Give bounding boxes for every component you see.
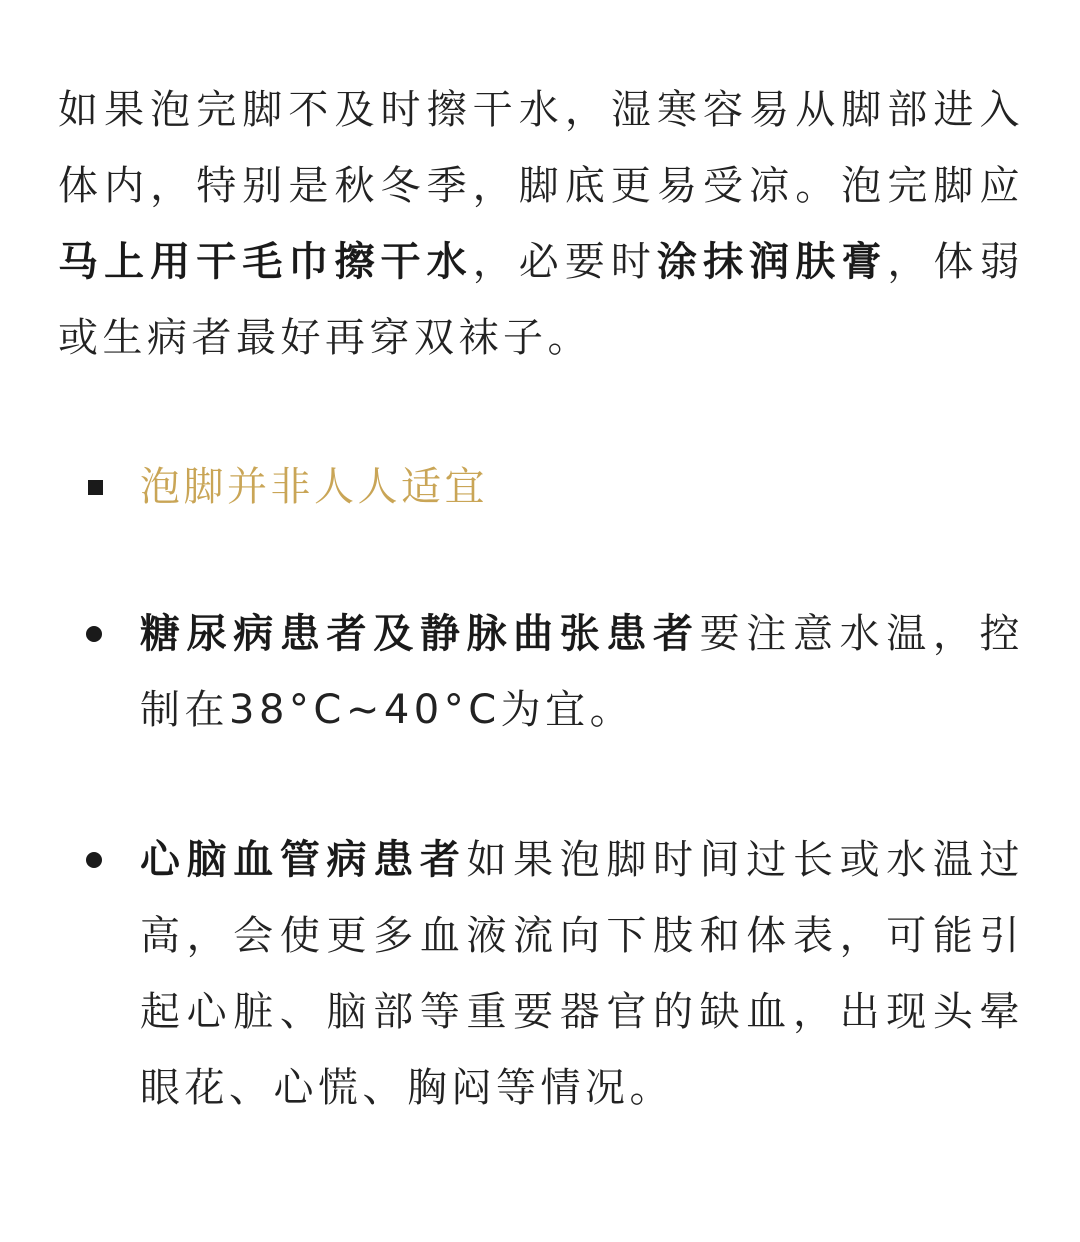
list-item-text <box>140 596 1024 748</box>
intro-text-3: ，体弱或生病者最好再穿双袜子。 <box>58 239 1025 361</box>
bullet-dot-icon <box>86 852 102 868</box>
list-item-bold: 心脑血管病患者 <box>140 837 467 883</box>
intro-text-1: 如果泡完脚不及时擦干水，湿寒容易从脚部进入体内，特别是秋冬季，脚底更易受凉。泡完脚应 <box>58 87 1024 209</box>
bullet-dot-icon <box>86 626 102 642</box>
article-body <box>58 72 1024 376</box>
list-item <box>86 596 1024 748</box>
section-heading-text: 泡脚并非人人适宜 <box>140 464 488 510</box>
list-item <box>86 822 1024 1126</box>
intro-text-2: ，必要时 <box>472 239 657 285</box>
intro-paragraph <box>58 72 1024 376</box>
intro-bold-2: 涂抹润肤膏 <box>657 239 888 285</box>
intro-bold-1: 马上用干毛巾擦干水 <box>58 239 473 285</box>
section-heading <box>88 452 488 522</box>
list-item-text <box>140 822 1024 1126</box>
list-item-bold: 糖尿病患者及静脉曲张患者 <box>140 611 700 657</box>
list-item-body: 如果泡脚时间过长或水温过高，会使更多血液流向下肢和体表，可能引起心脏、脑部等重要器官的缺血，出现头晕眼花、心慌、胸闷等情况。 <box>140 837 1025 1111</box>
list-item-body: 要注意水温，控制在38°C~40°C为宜。 <box>140 611 1025 733</box>
square-bullet-icon <box>88 480 103 495</box>
